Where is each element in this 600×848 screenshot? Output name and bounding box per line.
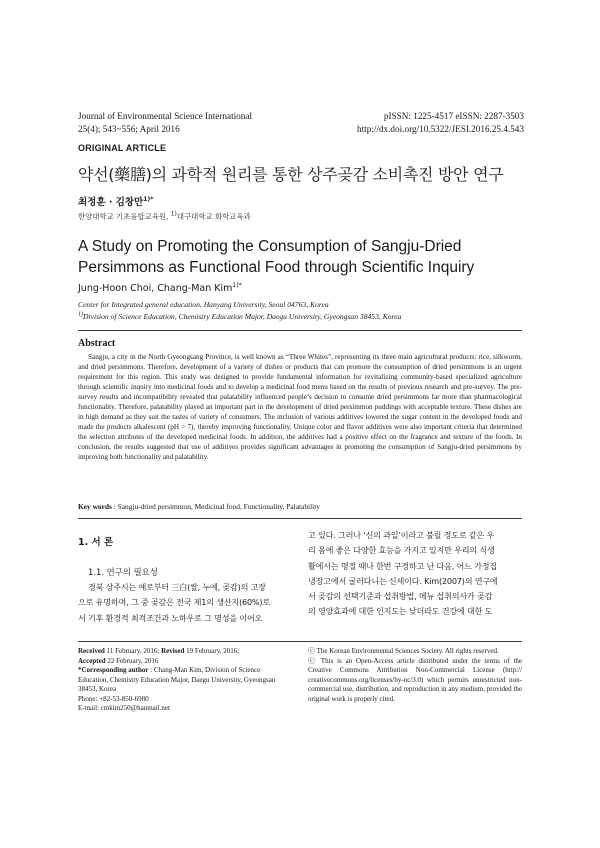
korean-author-sup: 1)* bbox=[143, 195, 154, 203]
corresponding-author bbox=[78, 666, 292, 695]
english-affil-2: Division of Science Education, Chemistry Education Major, Daegu University, Gyeongsan 38453, Korea bbox=[83, 312, 402, 321]
journal-doi[interactable]: http://dx.doi.org/10.5322/JESI.2016.25.4.543 bbox=[357, 124, 524, 134]
english-author-names: Jung-Hoon Choi, Chang-Man Kim bbox=[78, 283, 233, 294]
body-column-right bbox=[308, 526, 522, 620]
english-affil-2-sup: 1) bbox=[78, 311, 83, 318]
korean-author-names: 최정훈 · 김창만 bbox=[78, 197, 144, 208]
body-line: 리 몸에 좋은 다양한 효능을 가지고 있지만 우리의 식생 bbox=[308, 545, 495, 556]
email[interactable]: E-mail: cmkim250@hanmail.net bbox=[78, 704, 170, 712]
english-affiliations bbox=[78, 299, 401, 323]
corresponding-detail: : Chang-Man Kim, Division of Science Education, Chemistry Education Major, Daegu University, Gyeongsan 38453, Korea bbox=[78, 666, 276, 693]
accepted-label: Accepted bbox=[78, 656, 106, 665]
copyright-line: ⓒ The Korean Environmental Sciences Society. All rights reserved. bbox=[308, 647, 499, 655]
body-line: 냉장고에서 굴러다니는 신세이다. Kim(2007)의 연구에 bbox=[308, 575, 498, 586]
body-line: 고 있다. 그러나 ‘신의 과일’이라고 불릴 정도로 같은 우 bbox=[308, 530, 495, 540]
korean-affil-sup: 1) bbox=[170, 210, 177, 218]
journal-volume: 25(4); 543~556; April 2016 bbox=[78, 124, 180, 134]
dates-line-1 bbox=[78, 647, 292, 657]
english-author-sup: 1)* bbox=[232, 281, 242, 289]
footnote-dates-correspondence bbox=[78, 647, 292, 714]
keywords-text: : Sangju-dried persimmon, Medicinal food, Functionality, Palatability bbox=[111, 502, 320, 511]
english-affil-2-line bbox=[78, 311, 401, 323]
article-type: ORIGINAL ARTICLE bbox=[78, 143, 167, 153]
subsection-heading-need: 1.1. 연구의 필요성 bbox=[88, 567, 158, 577]
corresponding-label: *Corresponding author bbox=[78, 666, 149, 674]
body-line: 활에서는 명절 때나 한번 구경하고 난 다음, 어느 가정집 bbox=[308, 560, 497, 571]
english-title: A Study on Promoting the Consumption of Sangju-Dried Persimmons as Functional Food through Scientific Inquiry bbox=[78, 238, 475, 276]
keywords bbox=[78, 502, 522, 511]
keywords-label: Key words bbox=[78, 502, 112, 511]
journal-header-right bbox=[357, 110, 524, 136]
divider-footnotes bbox=[78, 641, 522, 642]
korean-affiliations bbox=[78, 211, 251, 222]
journal-issn: pISSN: 1225-4517 eISSN: 2287-3503 bbox=[383, 111, 524, 121]
revised-date: 19 February, 2016; bbox=[184, 647, 240, 655]
phone: Phone: +82-53-850-6980 bbox=[78, 694, 149, 703]
body-line: 경북 상주시는 예로부터 三白(쌀, 누에, 곶감)의 고장 bbox=[88, 582, 266, 592]
received-date: 11 February, 2016; bbox=[104, 647, 162, 655]
journal-header-left bbox=[78, 110, 252, 136]
dates-line-2 bbox=[78, 657, 292, 667]
section-heading-introduction: 1. 서 론 bbox=[78, 537, 114, 548]
body-line: 으로 유명하며, 그 중 곶감은 전국 제1의 생산지(60%)로 bbox=[78, 597, 270, 608]
body-line: 의 영양효과에 대한 인지도는 낮더라도 건강에 대한 도 bbox=[308, 606, 493, 617]
abstract-text: Sangju, a city in the North Gyeongsang Province, is well known as “Three Whites”, representing its three main agricultural products: rice, silkworm, and dried persimmons. Therefore, development of a variety of dishes or products that can promote the consumption of dried persimmons is an urgent requirement for this region. This study was designed to provide fundamental information for revitalizing community-based specialized agriculture through scientific inquiry into medicinal foods and to develop a medicinal food menu based on the results of previous research and pre-survey. The pre-survey results and incompatibility revealed that palatability influenced people’s decision to consume dried persimmons far more than pharmacological functionality. Therefore, palatability played an important part in the development of dried persimmon puddings with acceptable texture. These dishes are in high demand as they suit the tastes of variety of consumers. The inclusion of various additives lowered the sugar content in the developed foods and made the products alkalescent (pH > 7), thereby improving functionality. Unique color and flavor additives were also important criteria that determined the selection attributes of the developed medicinal foods. In addition, the additives had a positive effect on the fragrance and texture of the foods. In conclusion, the results suggested that use of additives provides significant advantages in promoting the consumption of Sangju-dried persimmons by improving both functionality and palatability. bbox=[78, 353, 522, 461]
body-text-right bbox=[308, 528, 522, 620]
divider-keywords bbox=[78, 518, 522, 519]
korean-title: 약선(藥膳)의 과학적 원리를 통한 상주곶감 소비촉진 방안 연구 bbox=[78, 165, 504, 184]
footnote-copyright bbox=[308, 647, 522, 704]
body-text-left bbox=[78, 580, 292, 626]
body-line: 서 곶감의 선택기준과 섭취방법, 메뉴 섭취의사가 곶감 bbox=[308, 591, 493, 602]
korean-affil-b: 대구대학교 화학교육과 bbox=[176, 212, 251, 221]
korean-authors bbox=[78, 194, 153, 208]
revised-label: Revised bbox=[161, 647, 185, 655]
body-column-left bbox=[78, 530, 292, 626]
english-affil-1: Center for Integrated general education, Hanyang University, Seoul 04763, Korea bbox=[78, 300, 329, 309]
abstract-heading: Abstract bbox=[78, 338, 116, 349]
license-text: ⓒ This is an Open-Access article distributed under the terms of the Creative Commons Attribution Non-Commercial License (http:// creativecommons.org/licenses/by-nc/3.0) which permits unrestricted non-commercial use, distribution, and reproduction in any medium, provided the original work is properly cited. bbox=[308, 656, 522, 703]
korean-affil-a: 한양대학교 기초융합교육원, bbox=[78, 212, 171, 221]
divider-top bbox=[78, 330, 522, 331]
accepted-date: 22 February, 2016 bbox=[105, 656, 159, 665]
received-label: Received bbox=[78, 647, 105, 655]
journal-name: Journal of Environmental Science International bbox=[78, 111, 252, 121]
body-line: 서 기후 환경적 최적조건과 노하우로 그 명성을 이어오 bbox=[78, 612, 263, 623]
english-authors bbox=[78, 283, 242, 294]
